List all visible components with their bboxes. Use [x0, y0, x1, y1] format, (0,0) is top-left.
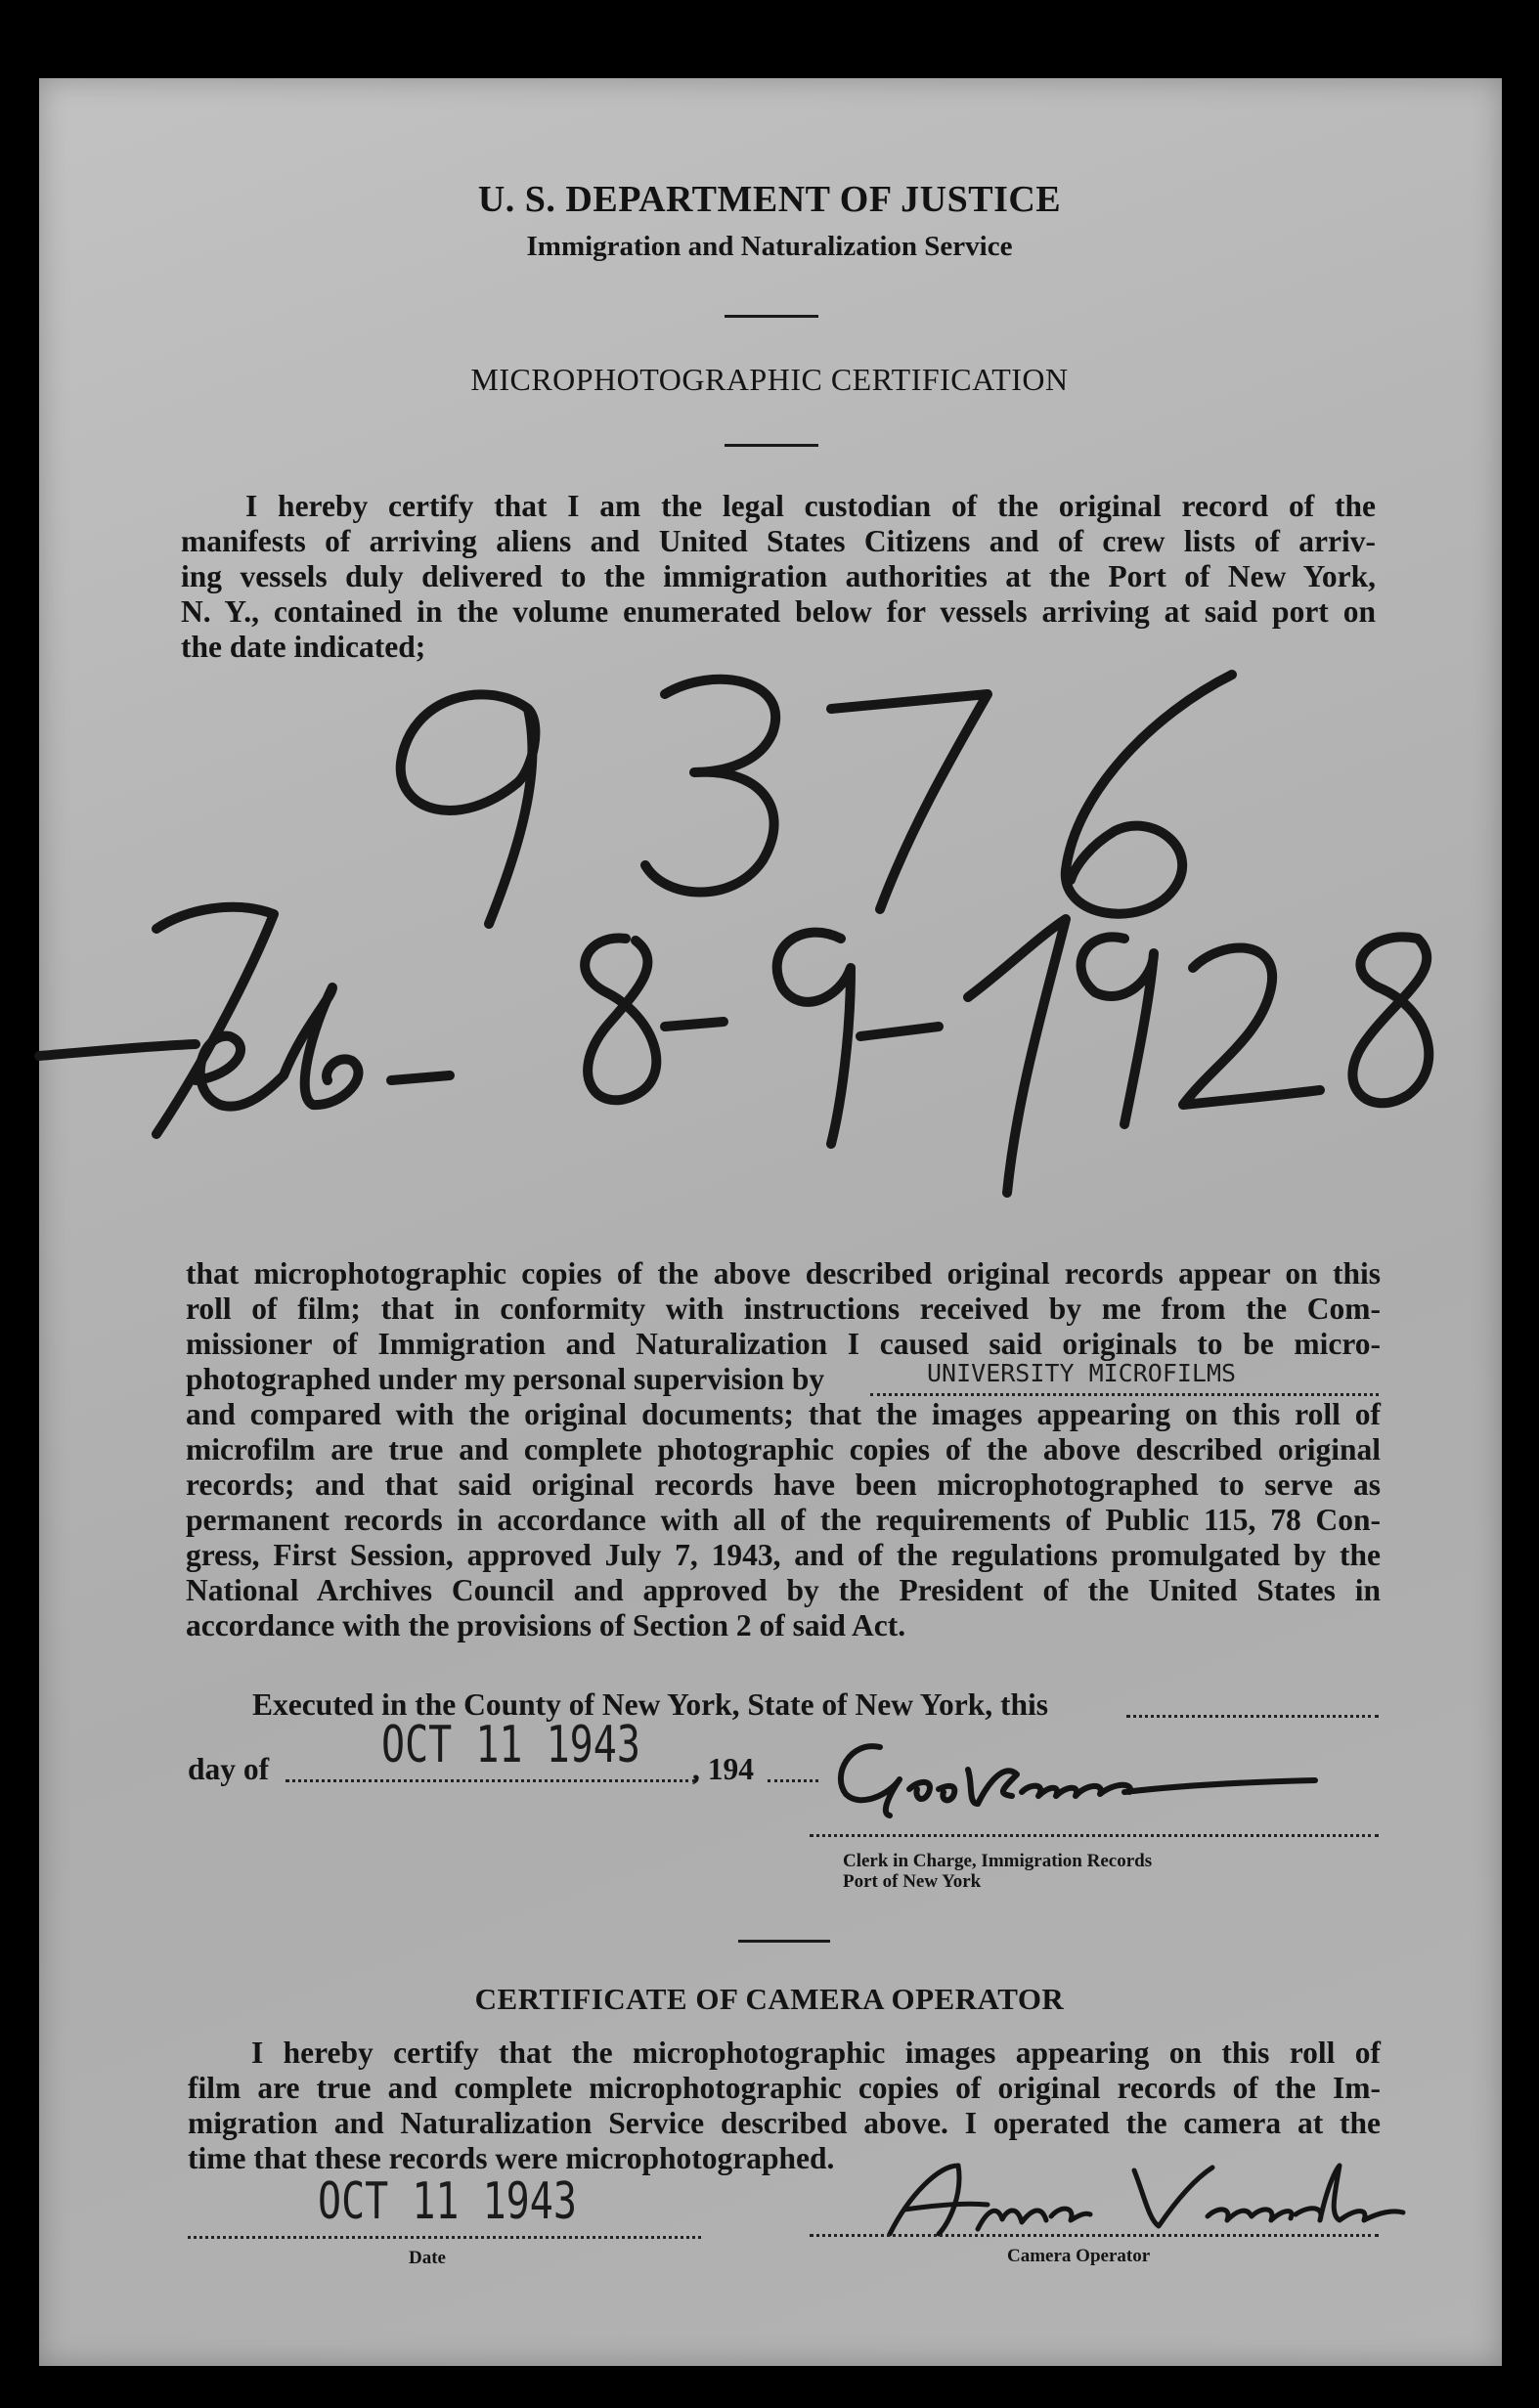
- body-line: that microphotographic copies of the above described original records appear on this: [186, 1256, 1381, 1291]
- camera-stamp-date: OCT 11 1943: [318, 2172, 577, 2231]
- clerk-title-line2: Port of New York: [843, 1871, 982, 1892]
- body-line: gress, First Session, approved July 7, 1943, and of the regulations promulgated by the: [186, 1538, 1381, 1572]
- intro-line: I hereby certify that I am the legal custodian of the original record of the: [245, 489, 1376, 523]
- body-line: missioner of Immigration and Naturalization I caused said originals to be micro-: [186, 1327, 1381, 1361]
- camera-line: film are true and complete microphotographic copies of original records of the Im-: [188, 2071, 1381, 2105]
- typed-company-name: UNIVERSITY MICROFILMS: [927, 1359, 1237, 1387]
- section-title: MICROPHOTOGRAPHIC CERTIFICATION: [470, 362, 1069, 397]
- operator-label: Camera Operator: [1007, 2246, 1151, 2266]
- handwritten-date-range: [39, 880, 1486, 1212]
- body-line: microfilm are true and complete photographic copies of the above described original: [186, 1432, 1381, 1467]
- clerk-title-line1: Clerk in Charge, Immigration Records: [843, 1851, 1153, 1871]
- camera-line: I hereby certify that the microphotographic images appearing on this roll of: [251, 2036, 1381, 2070]
- document-page: [39, 78, 1502, 2366]
- body-line: and compared with the original documents; that the images appearing on this roll of: [186, 1397, 1381, 1431]
- divider-mid: [725, 444, 818, 447]
- operator-signature-line: [810, 2234, 1379, 2237]
- intro-line: the date indicated;: [181, 630, 426, 664]
- body-line: photographed under my personal supervision by: [186, 1362, 825, 1396]
- body-line: records; and that said original records have been microphotographed to serve as: [186, 1467, 1381, 1502]
- body-line: National Archives Council and approved by the President of the United States in: [186, 1573, 1381, 1607]
- clerk-signature: [821, 1735, 1330, 1823]
- body-line: accordance with the provisions of Section 2 of said Act.: [186, 1608, 906, 1642]
- body-line: roll of film; that in conformity with instructions received by me from the Com-: [186, 1292, 1381, 1326]
- certification-body: [186, 1256, 1381, 1643]
- intro-line: ing vessels duly delivered to the immigration authorities at the Port of New York,: [181, 559, 1376, 593]
- date-label: Date: [409, 2248, 446, 2268]
- intro-paragraph: [181, 489, 1376, 665]
- intro-line: manifests of arriving aliens and United States Citizens and of crew lists of arriv-: [181, 524, 1376, 558]
- date-dotted-line: [188, 2236, 701, 2239]
- service-subtitle: Immigration and Naturalization Service: [526, 231, 1013, 262]
- year-prefix: , 194: [692, 1752, 754, 1786]
- camera-line: migration and Naturalization Service described above. I operated the camera at the: [188, 2106, 1381, 2140]
- camera-line: time that these records were microphotographed.: [188, 2141, 835, 2175]
- camera-section-title: CERTIFICATE OF CAMERA OPERATOR: [474, 1982, 1065, 2016]
- divider-top: [725, 315, 818, 318]
- executed-stamp-date: OCT 11 1943: [381, 1716, 640, 1774]
- divider-bottom: [738, 1940, 830, 1943]
- clerk-signature-line: [810, 1834, 1379, 1837]
- executed-line: Executed in the County of New York, State of New York, this: [252, 1687, 1049, 1722]
- intro-line: N. Y., contained in the volume enumerated below for vessels arriving at said port on: [181, 594, 1376, 629]
- executed-dotted-line: [1126, 1715, 1379, 1718]
- operator-signature: [880, 2156, 1408, 2244]
- day-of-dotted-line: [286, 1779, 696, 1782]
- company-dotted-line: [870, 1393, 1379, 1396]
- body-line: permanent records in accordance with all of the requirements of Public 115, 78 Con-: [186, 1503, 1381, 1537]
- department-title: U. S. DEPARTMENT OF JUSTICE: [477, 179, 1062, 220]
- year-dotted-line: [768, 1779, 818, 1782]
- day-of-label: day of: [188, 1752, 270, 1786]
